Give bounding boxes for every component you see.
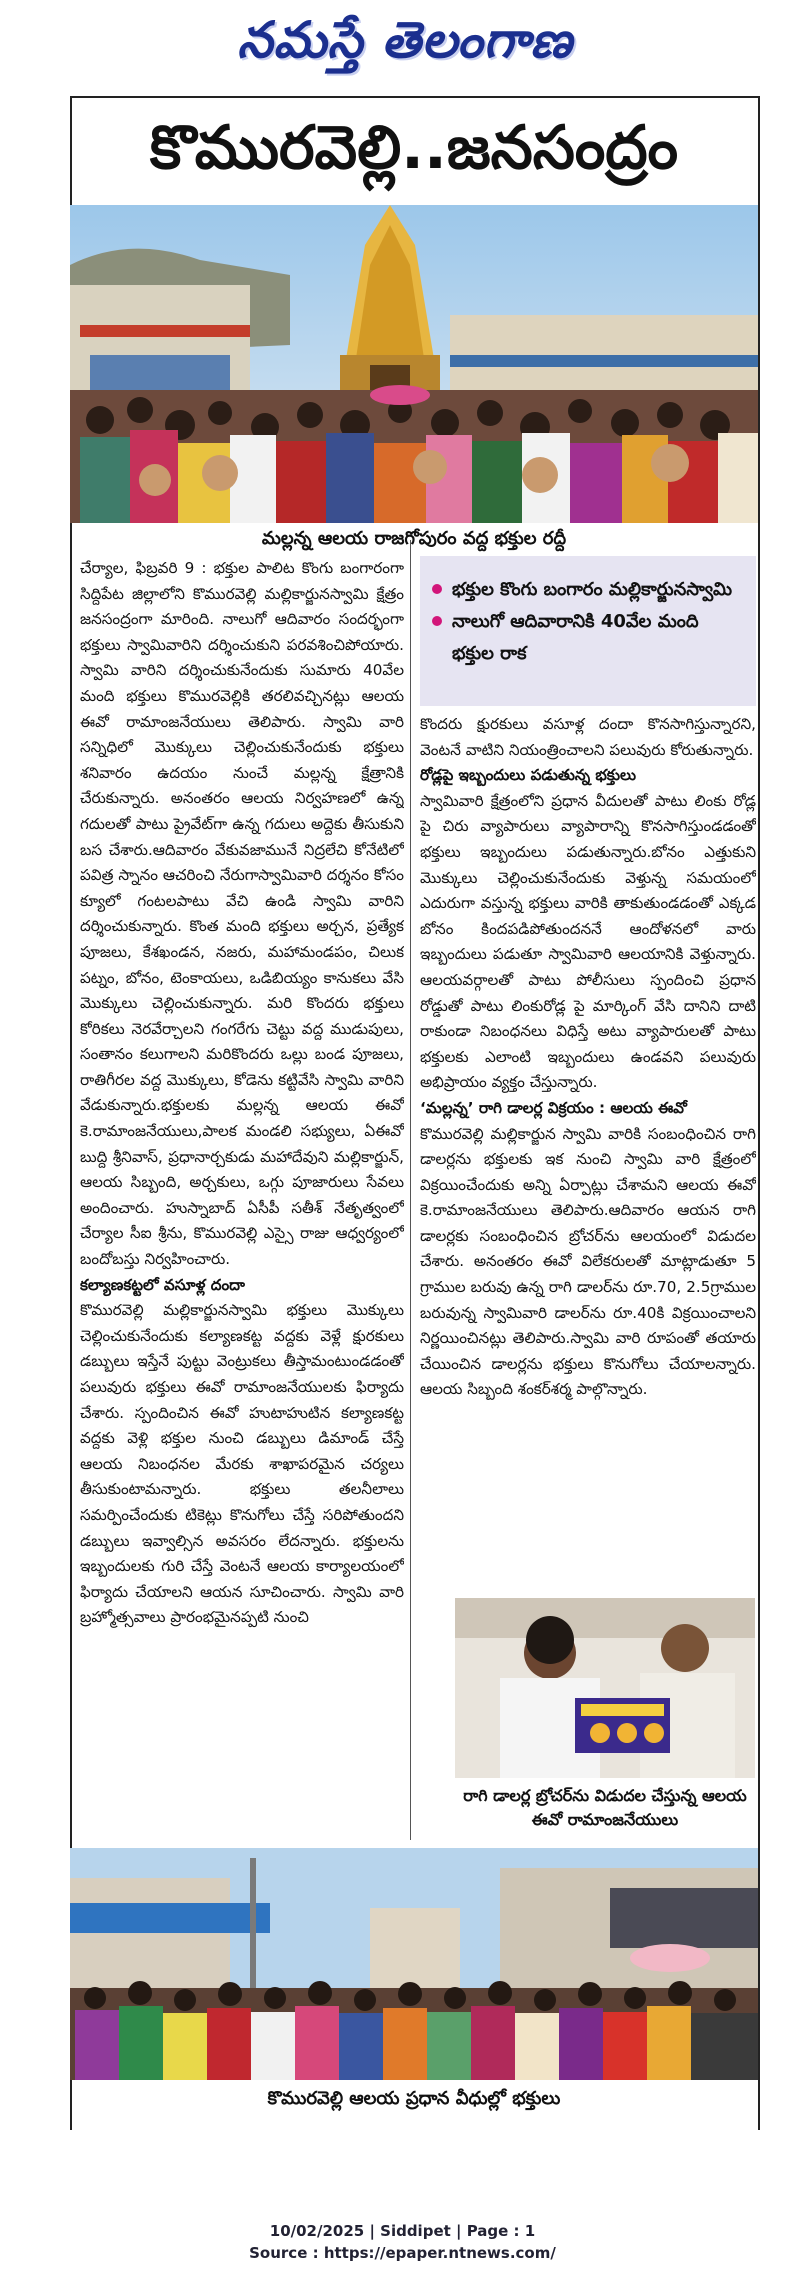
left-paragraph-2: కొమురవెల్లి మల్లికార్జునస్వామి భక్తులు మొక్కులు చెల్లించుకునేందుకు కల్యాణకట్ట వద్దకు వెళ్లే క్షురకులు డబ్బులు ఇస్తేనే పుట్టు వెంట్రుకలు తీస్తామంటుండడంతో పలువురు భక్తులు ఈవో రామాంజనేయులకు ఫిర్యాదు చేశారు. స్పందించిన ఈవో హుటాహుటిన కల్యాణకట్ట వద్దకు వెళ్లి భక్తుల నుంచి డబ్బులు డిమాండ్ చేస్తే ఆలయ నిబంధనల మేరకు శాఖాపరమైన చర్యలు తీసుకుంటామన్నారు. భక్తులు తలనీలాలు సమర్పించేందుకు టికెట్లు కొనుగోలు చేస్తే సరిపోతుందని డబ్బులు ఇవ్వాల్సిన అవసరం లేదన్నారు. భక్తులను ఇబ్బందులకు గురి చేస్తే వెంటనే ఆలయ కార్యాలయంలో ఫిర్యాదు చేయాలని ఆయన సూచించారు. స్వామి వారి బ్రహ్మోత్సవాలు ప్రారంభమైనప్పటి నుంచి: [80, 1301, 404, 1627]
footer-source: Source : https://epaper.ntnews.com/: [249, 2244, 556, 2262]
footer-date-edition: 10/02/2025 | Siddipet | Page : 1: [269, 2222, 536, 2240]
right-paragraph-2: స్వామివారి క్షేత్రంలోని ప్రధాన వీదులతో పాటు లింకు రోడ్ల పై చిరు వ్యాపారులు వ్యాపారాన్ని కొనసాగిస్తుండడంతో భక్తులు ఇబ్బందులు పడుతున్నారు.బోనం ఎత్తుకుని మొక్కులు చెల్లించుకునేందుకు వెళ్తున్న సమయంలో ఎదురుగా వస్తున్న భక్తులు వారికి తాకుతుండడంతో ఎక్కడ బోనం కిందపడిపోతుందననే ఆందోళనలో వారు ఇబ్బందులు పడుతూ స్వామివారి ఆలయానికి వెళ్తున్నారు. ఆలయవర్గాలతో పాటు పోలీసులు స్పందించి ప్రధాన రోడ్డుతో పాటు లింకురోడ్ల పై మార్కింగ్ వేసి దానిని దాటి రాకుండా నిబంధనలు విధిస్తే అటు వ్యాపారులతో పాటు భక్తులకు ఎలాంటి ఇబ్బందులు ఉండవని పలువురు అభిప్రాయం వ్యక్తం చేస్తున్నారు.: [420, 791, 756, 1092]
photo2-caption: రాగి డాలర్ల బ్రోచర్‌ను విడుదల చేస్తున్న ఆలయ ఈవో రామాంజనేయులు: [463, 1786, 747, 1829]
left-paragraph-1: చేర్యాల, ఫిబ్రవరి 9 : భక్తుల పాలిట కొంగు బంగారంగా సిద్దిపేట జిల్లాలోని కొమురవెల్లి మల్లికార్జునస్వామి క్షేత్రం జనసంద్రంగా మారింది. నాలుగో ఆదివారం సందర్భంగా భక్తులు స్వామివారిని దర్శించుకుని పరవశించిపోయారు. స్వామి వారిని దర్శించుకునేందుకు సుమారు 40వేల మంది భక్తులు కొమురవెల్లికి తరలివచ్చినట్లు ఆలయ ఈవో రామాంజనేయులు తెలిపారు. స్వామి వారి సన్నిధిలో మొక్కులు చెల్లించుకునేందుకు భక్తులు శనివారం ఉదయం నుంచే మల్లన్న క్షేత్రానికి చేరుకున్నారు. అనంతరం ఆలయ నిర్వహణలో ఉన్న గదులతో పాటు ప్రైవేట్‌గా ఉన్న గదులు అద్దెకు తీసుకుని బస చేశారు.ఆదివారం వేకువజామునే నిద్రలేచి కోనేటిలో పవిత్ర స్నానం ఆచరించి నేరుగాస్వామివారి దర్శనం కోసం క్యూలో గంటలపాటు వేచి ఉండి స్వామి వారిని దర్శించుకున్నారు. కొంత మంది భక్తులు అర్చన, ప్రత్యేక పూజలు, కేశఖండన, నజరు, మహామండపం, చిలుక పట్నం, బోనం, టెంకాయలు, ఒడిబియ్యం కానుకలు వేసి మొక్కులు చెల్లించుకున్నారు. మరి కొందరు భక్తులు కోరికలు నెరవేర్చాలని గంగరేగు చెట్టు వద్ద ముడుపులు, సంతానం కలుగాలని మరికొందరు ఒల్లు బండ పూజలు, రాతిగీరల వద్ద మొక్కులు, కోడెను కట్టివేసి స్వామి వారిని వేడుకున్నారు.భక్తులకు మల్లన్న ఆలయ ఈవో కె.రామాంజనేయులు,పాలక మండలి సభ్యులు, ఏఈవో బుద్ది శ్రీనివాస్, ప్రధానార్చకుడు మహాదేవుని మల్లికార్జున్, ఆలయ సిబ్బంది, అర్చకులు, ఒగ్గు పూజారులు సేవలు అందించారు. హుస్నాబాద్ ఏసీపీ సతీశ్ నేతృత్వంలో చేర్యాల సీఐ శ్రీను, కొమురవెల్లి ఎస్సై రాజు ఆధ్వర్యంలో బందోబస్తు నిర్వహించారు.: [80, 559, 404, 1269]
masthead: నమస్తే తెలంగాణ: [237, 11, 573, 69]
street-crowd-illustration: [70, 1848, 758, 2080]
brochure-release-photo: [455, 1598, 755, 1778]
right-column: [420, 712, 756, 1592]
highlight-item: భక్తుల కొంగు బంగారం మల్లికార్జునస్వామి: [452, 574, 742, 606]
highlights-box: [420, 556, 756, 706]
temple-gopuram-photo: [70, 205, 758, 523]
temple-gopuram-illustration: [70, 205, 758, 523]
right-paragraph-1: కొందరు క్షురకులు వసూళ్ల దందా కొనసాగిస్తున్నారని, వెంటనే వాటిని నియంత్రించాలని పలువురు కోరుతున్నారు.: [420, 715, 756, 759]
photo1-caption: మల్లన్న ఆలయ రాజగోపురం వద్ద భక్తుల రద్దీ: [261, 528, 567, 549]
column-divider: [410, 540, 411, 1840]
left-column: [80, 556, 404, 1846]
subheading-copper-dollars: ‘మల్లన్న’ రాగి డాలర్ల విక్రయం : ఆలయ ఈవో: [420, 1098, 687, 1117]
street-crowd-photo: [70, 1848, 758, 2080]
highlight-item: నాలుగో ఆదివారానికి 40వేల మంది భక్తుల రాక: [452, 606, 742, 670]
subheading-roads: రోడ్లపై ఇబ్బందులు పడుతున్న భక్తులు: [420, 766, 636, 785]
photo3-caption: కొమురవెల్లి ఆలయ ప్రధాన వీధుల్లో భక్తులు: [267, 2088, 561, 2109]
brochure-release-illustration: [455, 1598, 755, 1778]
headline: కొమురవెల్లి..జనసంద్రం: [149, 113, 679, 183]
bullet-icon: [432, 584, 442, 594]
bullet-icon: [432, 616, 442, 626]
subheading-kalyanakatta: కల్యాణకట్టలో వసూళ్ల దందా: [80, 1275, 245, 1294]
right-paragraph-3: కొమురవెల్లి మల్లికార్జున స్వామి వారికి సంబంధించిన రాగి డాలర్లను భక్తులకు ఇక నుంచి స్వామి వారి క్షేత్రంలో విక్రయించేందుకు అన్ని ఏర్పాట్లు చేశామని ఆలయ ఈవో కె.రామాంజనేయులు తెలిపారు.ఆదివారం ఆయన రాగి డాలర్లకు సంబంధించిన బ్రోచర్‌ను ఆలయంలో విడుదల చేశారు. అనంతరం ఈవో విలేకరులతో మాట్లాడుతూ 5 గ్రాముల బరువు ఉన్న రాగి డాలర్‌ను రూ.70, 2.5గ్రాముల బరువున్న స్వామివారి డాలర్‌ను రూ.40కి విక్రయించాలని నిర్ణయించినట్లు తెలిపారు.స్వామి వారి రూపంతో తయారు చేయించిన డాలర్లను భక్తులు కొనుగోలు చేయాలన్నారు. ఆలయ సిబ్బంది శంకర్‌శర్మ పాల్గొన్నారు.: [420, 1124, 756, 1399]
